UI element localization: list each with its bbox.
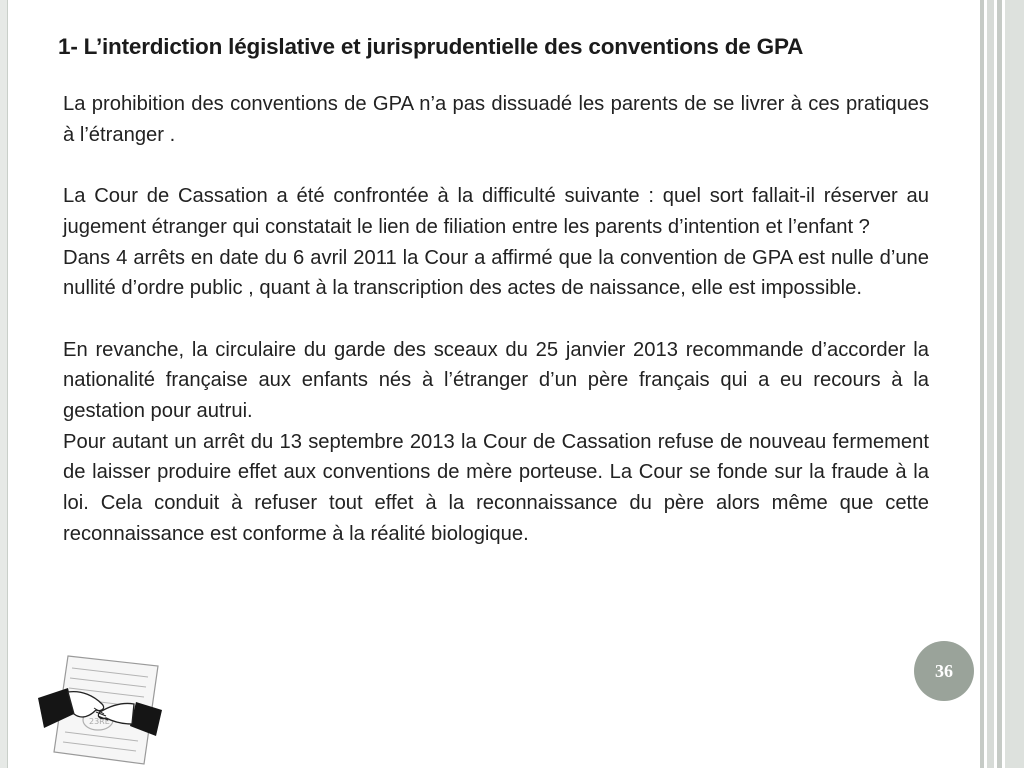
stamp-text: 23RE: [89, 717, 110, 726]
paragraph-spacer: [63, 150, 929, 181]
paragraph-prohibition: La prohibition des conventions de GPA n’a pas dissuadé les parents de se livrer à ces pratiques à l’étranger .: [63, 93, 929, 146]
left-border-decoration: [0, 0, 12, 768]
paragraph-circulaire-2013: En revanche, la circulaire du garde des sceaux du 25 janvier 2013 recommande d’accorder la nationalité française aux enfants nés à l’étranger d’un père français qui a eu recours à la gestation pour autrui.: [63, 338, 929, 422]
paragraph-arret-septembre-2013: Pour autant un arrêt du 13 septembre 2013 la Cour de Cassation refuse de nouveau fermement de laisser produire effet aux conventions de mère porteuse. La Cour se fonde sur la fraude à la loi. Cela conduit à refuser tout effet à la reconnaissance du père alors même que cette reconnaissance est conforme à la réalité biologique.: [63, 430, 929, 545]
slide-title: 1- L’interdiction législative et jurisprudentielle des conventions de GPA: [58, 34, 804, 59]
handshake-icon: [38, 652, 162, 766]
right-stripe-decoration: [978, 0, 1024, 768]
page-number: 36: [935, 660, 953, 681]
page-number-badge: [914, 641, 974, 701]
paragraph-arrets-2011: Dans 4 arrêts en date du 6 avril 2011 la Cour a affirmé que la convention de GPA est nulle d’une nullité d’ordre public , quant à la transcription des actes de naissance, elle est impossible.: [63, 246, 929, 300]
paragraph-spacer: [63, 304, 929, 335]
paragraph-cour-de-cassation: La Cour de Cassation a été confrontée à la difficulté suivante : quel sort fallait-il réserver au jugement étranger qui constatait le lien de filiation entre les parents d’intention et l’enfant ?: [63, 185, 929, 238]
slide-body: [63, 89, 929, 550]
handshake-illustration: [38, 652, 162, 766]
